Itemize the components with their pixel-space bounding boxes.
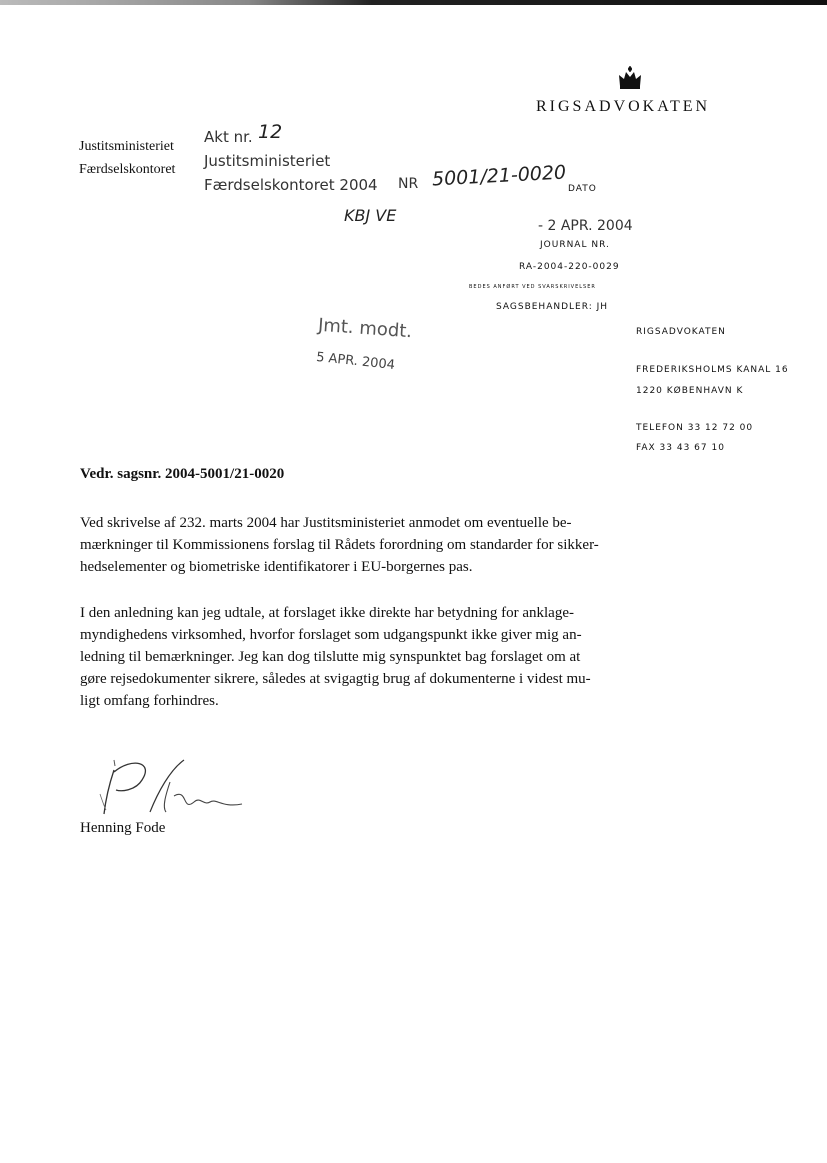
paragraph-line: Ved skrivelse af 232. marts 2004 har Justitsministeriet anmodet om eventuelle be-	[80, 515, 572, 531]
journal-label: JOURNAL NR.	[540, 240, 610, 250]
paragraph-line: hedselementer og biometriske identifikatorer i EU-borgernes pas.	[80, 559, 473, 575]
paragraph-1	[80, 512, 636, 578]
akt-label: Akt nr.	[204, 128, 253, 146]
journal-value: RA-2004-220-0029	[519, 262, 620, 272]
paragraph-line: I den anledning kan jeg udtale, at forslaget ikke direkte har betydning for anklage-	[80, 605, 574, 621]
signer-name: Henning Fode	[80, 820, 166, 836]
paragraph-line: mærkninger til Kommissionens forslag til Rådets forordning om standarder for sikker-	[80, 537, 599, 553]
crown-icon	[616, 66, 644, 92]
sender-street: FREDERIKSHOLMS KANAL 16	[636, 365, 789, 375]
akt-number: 12	[258, 121, 283, 143]
case-handler: SAGSBEHANDLER: JH	[496, 302, 609, 312]
handwritten-signature	[92, 752, 252, 827]
stamp-line2: Færdselskontoret 2004	[204, 176, 378, 194]
stamp-initials: KBJ VE	[344, 206, 397, 225]
scan-top-edge	[0, 0, 827, 5]
sender-city: 1220 KØBENHAVN K	[636, 386, 744, 396]
stamp-case-number: 5001/21-0020	[431, 161, 567, 191]
recipient-line2: Færdselskontoret	[79, 162, 176, 177]
paragraph-line: ledning til bemærkninger. Jeg kan dog tilslutte mig synspunktet bag forslaget om at	[80, 649, 581, 665]
paragraph-line: myndighedens virksomhed, hvorfor forslaget som udgangspunkt ikke giver mig an-	[80, 627, 582, 643]
org-name: RIGSADVOKATEN	[536, 98, 711, 115]
dato-value: - 2 APR. 2004	[538, 218, 633, 234]
stamp-line1: Justitsministeriet	[204, 152, 331, 170]
sender-name: RIGSADVOKATEN	[636, 327, 726, 337]
reference-note: BEDES ANFØRT VED SVARSKRIVELSER	[469, 284, 596, 290]
dato-label: DATO	[568, 184, 597, 194]
paragraph-2	[80, 602, 636, 712]
stamp-nr-label: NR	[398, 176, 419, 192]
jmt-stamp: Jmt. modt.	[317, 314, 413, 343]
paragraph-line: ligt omfang forhindres.	[80, 693, 219, 709]
sender-fax: FAX 33 43 67 10	[636, 443, 725, 453]
sender-phone: TELEFON 33 12 72 00	[636, 423, 754, 433]
jmt-date: 5 APR. 2004	[315, 349, 396, 374]
paragraph-line: gøre rejsedokumenter sikrere, således at svigagtig brug af dokumenterne i videst mu-	[80, 671, 591, 687]
subject-line: Vedr. sagsnr. 2004-5001/21-0020	[80, 466, 285, 482]
recipient-line1: Justitsministeriet	[79, 139, 174, 154]
